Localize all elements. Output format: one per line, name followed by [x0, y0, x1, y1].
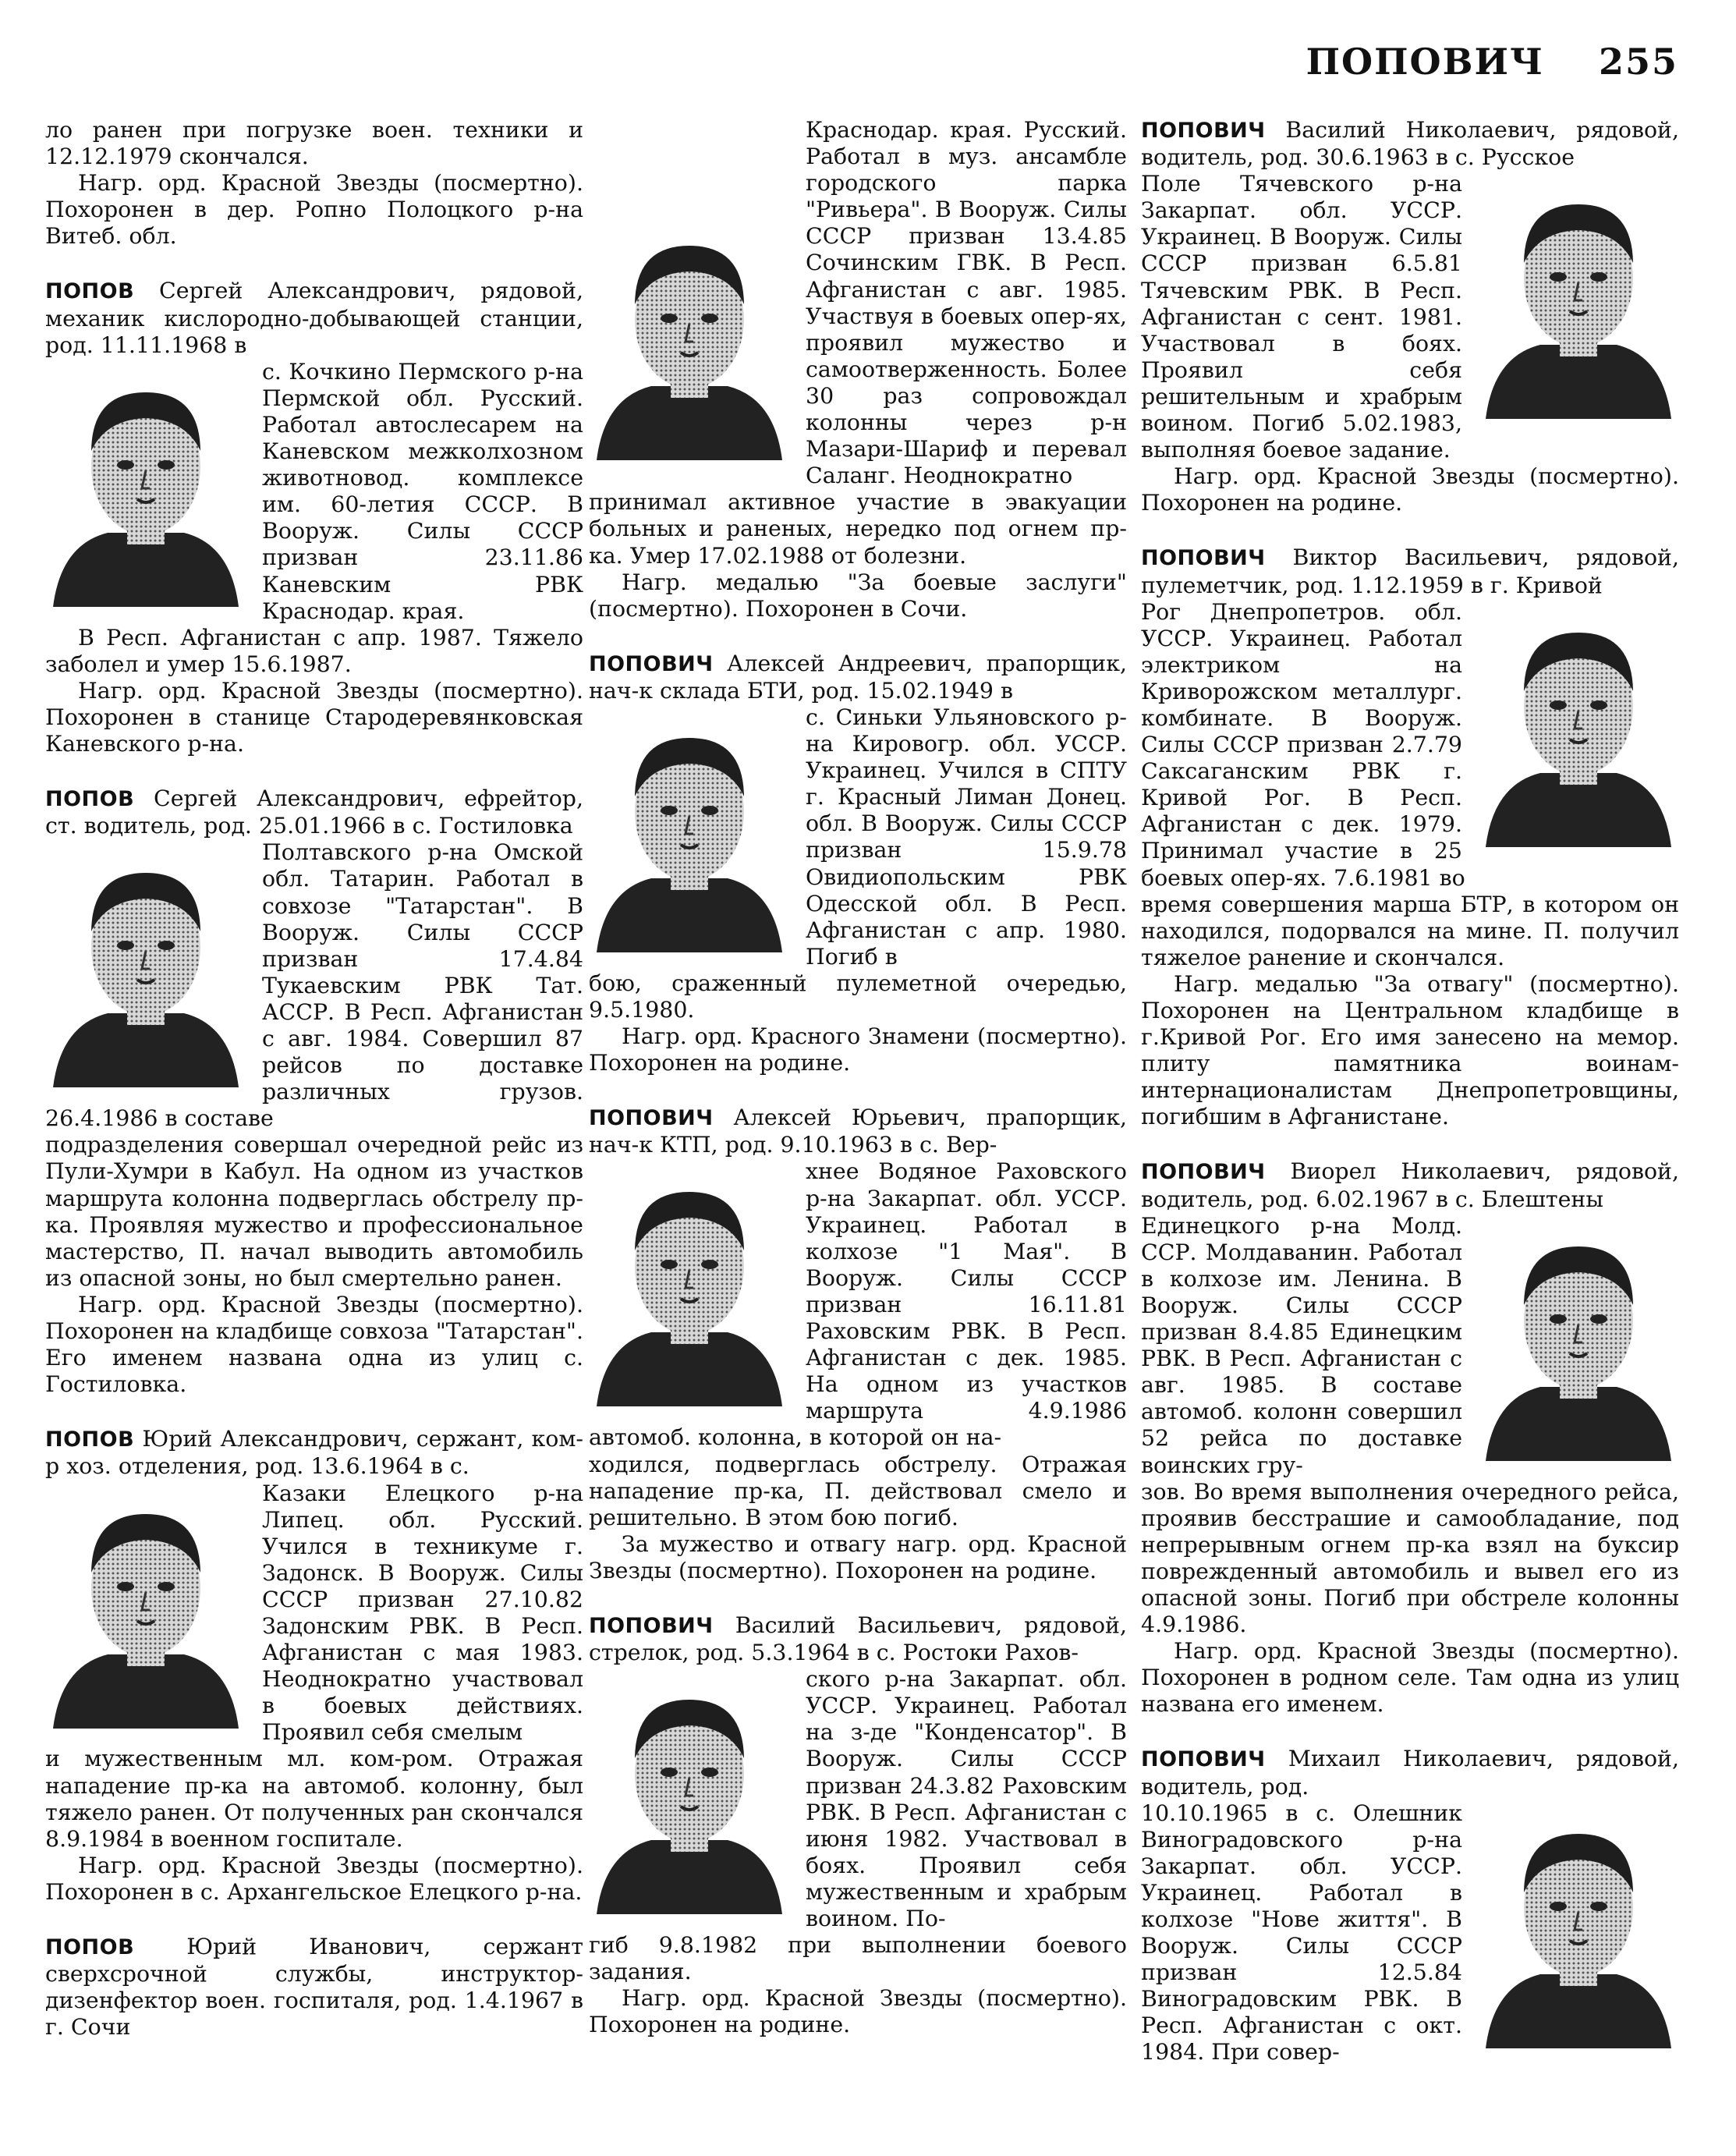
- entry-wrap-text: хнее Водяное Раховского р-на Закарпат. обл. УССР. Украинец. Работал в колхозе "1 Мая". В Вооруж. Силы СССР призван 16.11.81 Раховским РВК. В Респ. Афганистан с дек. 1985. На одном из участков маршрута 4.9.1986 автомоб. колонна, в которой он на-: [589, 1158, 1127, 1451]
- entry-paragraph: Нагр. орд. Красной Звезды (посмертно). Похоронен на кладбище совхоза "Татарстан". Его именем названа одна из улиц с. Гостиловка.: [45, 1291, 583, 1398]
- entry-paragraph: ходился, подверглась обстрелу. Отражая нападение пр-ка, П. действовал смело и решительно. В этом бою погиб.: [589, 1451, 1127, 1530]
- biography-entry: [589, 651, 1127, 1077]
- biography-entry: [45, 1934, 583, 2041]
- entry-paragraph: Нагр. орд. Красной Звезды (посмертно). Похоронен в станице Стародеревянковская Каневского р-на.: [45, 677, 583, 757]
- entry-head: Сергей Александрович, ефрейтор, ст. водитель, род. 25.01.1966 в с. Гостиловка: [45, 785, 584, 839]
- entry-paragraph: подразделения совершал очередной рейс из Пули-Хумри в Кабул. На одном из участков маршрута колонна подверглась обстрелу пр-ка. Проявляя мужество и профессиональное мастерство, П. начал выводить автомобиль из опасной зоны, но был смертельно ранен.: [45, 1132, 583, 1291]
- entry-paragraph: бою, сраженный пулеметной очередью, 9.5.1980.: [589, 970, 1127, 1023]
- running-title: ПОПОВИЧ: [1306, 41, 1544, 83]
- column-1: [45, 117, 583, 2041]
- biography-entry: [45, 785, 583, 1398]
- portrait-photo: [1478, 1219, 1679, 1461]
- entry-wrap-text: Поле Тячевского р-на Закарпат. обл. УССР. Украинец. В Вооруж. Силы СССР призван 6.5.81 Тячевским РВК. В Респ. Афганистан с сент. 1981. Участвовал в боях. Проявил себя решительным и храбрым воином. Погиб 5.02.1983, выполняя боевое задание.: [1141, 171, 1462, 463]
- entry-head: Сергей Александрович, рядовой, механик кислородно-добывающей станции, род. 11.11.1968 в: [45, 278, 583, 358]
- biography-entry: [589, 1105, 1127, 1584]
- entry-paragraph: и мужественным мл. ком-ром. Отражая нападение пр-ка на автомоб. колонну, был тяжело ранен. От полученных ран скончался 8.9.1984 в военном госпитале.: [45, 1746, 583, 1852]
- entry-head: Юрий Александрович, сержант, ком-р хоз. отделения, род. 13.6.1964 в с.: [45, 1426, 583, 1480]
- entry-surname: ПОПОВИЧ: [589, 1106, 714, 1131]
- continuation-text: Нагр. медалью "За боевые заслуги" (посмертно). Похоронен в Сочи.: [589, 569, 1127, 622]
- entry-paragraph: зов. Во время выполнения очередного рейса, проявив бесстрашие и самообладание, под непрерывным огнем пр-ка взял на буксир поврежденный автомобиль и вывел его из опасной зоны. Погиб при обстреле колонны 4.9.1986.: [1141, 1478, 1679, 1638]
- entry-head: Алексей Андреевич, прапорщик, нач-к склада БТИ, род. 15.02.1949 в: [589, 650, 1127, 704]
- portrait-photo: [589, 1672, 790, 1914]
- entry-surname: ПОПОВИЧ: [1141, 119, 1266, 143]
- page-number: 255: [1598, 41, 1678, 83]
- biography-entry: [1141, 117, 1679, 516]
- entry-paragraph: Нагр. орд. Красного Знамени (посмертно). Похоронен на родине.: [589, 1023, 1127, 1076]
- entry-paragraph: время совершения марша БТР, в котором он находился, подорвался на мине. П. получил тяжелое ранение и скончался.: [1141, 891, 1679, 970]
- portrait-photo: [589, 1165, 790, 1406]
- portrait-photo: [1478, 1807, 1679, 2048]
- entry-surname: ПОПОВИЧ: [1141, 1747, 1266, 1772]
- portrait-photo: [1478, 177, 1679, 419]
- biography-entry: [1141, 1158, 1679, 1718]
- biography-entry: [45, 278, 583, 757]
- entry-paragraph: гиб 9.8.1982 при выполнении боевого задания.: [589, 1932, 1127, 1985]
- entry-wrap-text: с. Синьки Ульяновского р-на Кировогр. обл. УССР. Украинец. Учился в СПТУ г. Красный Лиман Донец. обл. В Вооруж. Силы СССР призван 15.9.78 Овидиопольским РВК Одесской обл. В Респ. Афганистан с апр. 1980. Погиб в: [806, 704, 1127, 970]
- column-3: [1141, 117, 1679, 2066]
- entry-surname: ПОПОВ: [45, 1427, 135, 1452]
- continuation-wrap-text: Краснодар. края. Русский. Работал в муз. ансамбле городского парка "Ривьера". В Вооруж. Силы СССР призван 13.4.85 Сочинским ГВК. В Респ. Афганистан с авг. 1985. Участвуя в боевых опер-ях, проявил мужество и самоотверженность. Более 30 раз сопровождал колонны через р-н Мазари-Шариф и перевал Саланг. Неоднократно: [806, 117, 1127, 489]
- entry-paragraph: В Респ. Афганистан с апр. 1987. Тяжело заболел и умер 15.6.1987.: [45, 624, 583, 677]
- entry-surname: ПОПОВИЧ: [1141, 1160, 1266, 1185]
- continuation-text: Нагр. орд. Красной Звезды (посмертно). Похоронен в дер. Ропно Полоцкого р-на Витеб. обл.: [45, 170, 583, 250]
- entry-surname: ПОПОВИЧ: [589, 651, 714, 676]
- entry-head: Василий Васильевич, рядовой, стрелок, род. 5.3.1964 в с. Ростоки Рахов-: [589, 1612, 1127, 1666]
- page-header: [1306, 41, 1678, 95]
- entry-wrap-text: Казаки Елецкого р-на Липец. обл. Русский. Учился в техникуме г. Задонск. В Вооруж. Силы СССР призван 27.10.82 Задонским РВК. В Респ. Афганистан с мая 1983. Неоднократно участвовал в боевых действиях. Проявил себя смелым: [262, 1480, 583, 1746]
- entry-wrap-text: Рог Днепропетров. обл. УССР. Украинец. Работал электриком на Криворожском металлург. комбинате. В Вооруж. Силы СССР призван 2.7.79 Саксаганским РВК г. Кривой Рог. В Респ. Афганистан с дек. 1979. Принимал участие в 25 боевых опер-ях. 7.6.1981 во: [1141, 598, 1465, 891]
- entry-wrap-text: ского р-на Закарпат. обл. УССР. Украинец. Работал на з-де "Конденсатор". В Вооруж. Силы СССР призван 24.3.82 Раховским РВК. В Респ. Афганистан с июня 1982. Участвовал в боях. Проявил себя мужественным и храбрым воином. По-: [806, 1666, 1127, 1931]
- entry-surname: ПОПОВИЧ: [589, 1613, 714, 1638]
- portrait-photo: [45, 1487, 246, 1729]
- biography-entry: [1141, 1746, 1679, 2066]
- entry-paragraph: За мужество и отвагу нагр. орд. Красной Звезды (посмертно). Похоронен на родине.: [589, 1530, 1127, 1583]
- entry-paragraph: Нагр. медалью "За отвагу" (посмертно). Похоронен на Центральном кладбище в г.Кривой Рог. Его имя занесено на мемор. плиту памятника воинам-интернационалистам Днепропетровщины, погибшим в Афганистане.: [1141, 970, 1679, 1130]
- continuation-text: ло ранен при погрузке воен. техники и 12.12.1979 скончался.: [45, 117, 583, 170]
- entry-surname: ПОПОВ: [45, 279, 135, 304]
- entry-wrap-text: Единецкого р-на Молд. ССР. Молдаванин. Работал в колхозе им. Ленина. В Вооруж. Силы СССР призван 8.4.85 Единецким РВК. В Респ. Афганистан с авг. 1985. В составе автомоб. колонн совершил 52 рейса по доставке воинских гру-: [1141, 1212, 1462, 1478]
- portrait-photo: [589, 218, 790, 460]
- continuation-text: принимал активное участие в эвакуации больных и раненых, нередко под огнем пр-ка. Умер 17.02.1988 от болезни.: [589, 489, 1127, 569]
- portrait-photo: [1478, 605, 1679, 847]
- biography-entry: [1141, 544, 1679, 1130]
- entry-paragraph: Нагр. орд. Красной Звезды (посмертно). Похоронен на родине.: [1141, 463, 1679, 516]
- entry-wrap-text: 10.10.1965 в с. Олешник Виноградовского р-на Закарпат. обл. УССР. Украинец. Работал в колхозе "Нове життя". В Вооруж. Силы СССР призван 12.5.84 Виноградовским РВК. В Респ. Афганистан с окт. 1984. При совер-: [1141, 1800, 1462, 2066]
- entry-head: Виктор Васильевич, рядовой, пулеметчик, род. 1.12.1959 в г. Кривой: [1141, 544, 1679, 598]
- entry-surname: ПОПОВИЧ: [1141, 546, 1266, 571]
- entry-head: Виорел Николаевич, рядовой, водитель, род. 6.02.1967 в с. Блештены: [1141, 1158, 1679, 1212]
- column-2: [589, 117, 1127, 2038]
- entry-surname: ПОПОВ: [45, 1935, 135, 1959]
- entry-head: Василий Николаевич, рядовой, водитель, род. 30.6.1963 в с. Русское: [1141, 117, 1679, 171]
- entry-head: Михаил Николаевич, рядовой, водитель, род.: [1141, 1746, 1679, 1800]
- portrait-photo: [589, 711, 790, 952]
- portrait-photo: [45, 846, 246, 1087]
- entry-wrap-text: Полтавского р-на Омской обл. Татарин. Работал в совхозе "Татарстан". В Вооруж. Силы СССР призван 17.4.84 Тукаевским РВК Тат. АССР. В Респ. Афганистан с авг. 1984. Совершил 87 рейсов по доставке различных грузов. 26.4.1986 в составе: [45, 839, 583, 1132]
- entry-paragraph: Нагр. орд. Красной Звезды (посмертно). Похоронен в с. Архангельское Елецкого р-на.: [45, 1852, 583, 1905]
- entry-paragraph: Нагр. орд. Красной Звезды (посмертно). Похоронен на родине.: [589, 1985, 1127, 2038]
- biography-entry: [45, 1426, 583, 1906]
- entry-surname: ПОПОВ: [45, 787, 135, 812]
- entry-head: Юрий Иванович, сержант сверхсрочной службы, инструктор-дизенфектор воен. госпиталя, род. 1.4.1967 в г. Сочи: [45, 1934, 583, 2041]
- entry-paragraph: Нагр. орд. Красной Звезды (посмертно). Похоронен в родном селе. Там одна из улиц названа его именем.: [1141, 1638, 1679, 1718]
- portrait-photo: [45, 365, 246, 607]
- entry-wrap-text: с. Кочкино Пермского р-на Пермской обл. Русский. Работал автослесарем на Каневском межколхозном животновод. комплексе им. 60-летия СССР. В Вооруж. Силы СССР призван 23.11.86 Каневским РВК Краснодар. края.: [262, 358, 583, 624]
- entry-head: Алексей Юрьевич, прапорщик, нач-к КТП, род. 9.10.1963 в с. Вер-: [589, 1105, 1127, 1158]
- biography-entry: [589, 1612, 1127, 2039]
